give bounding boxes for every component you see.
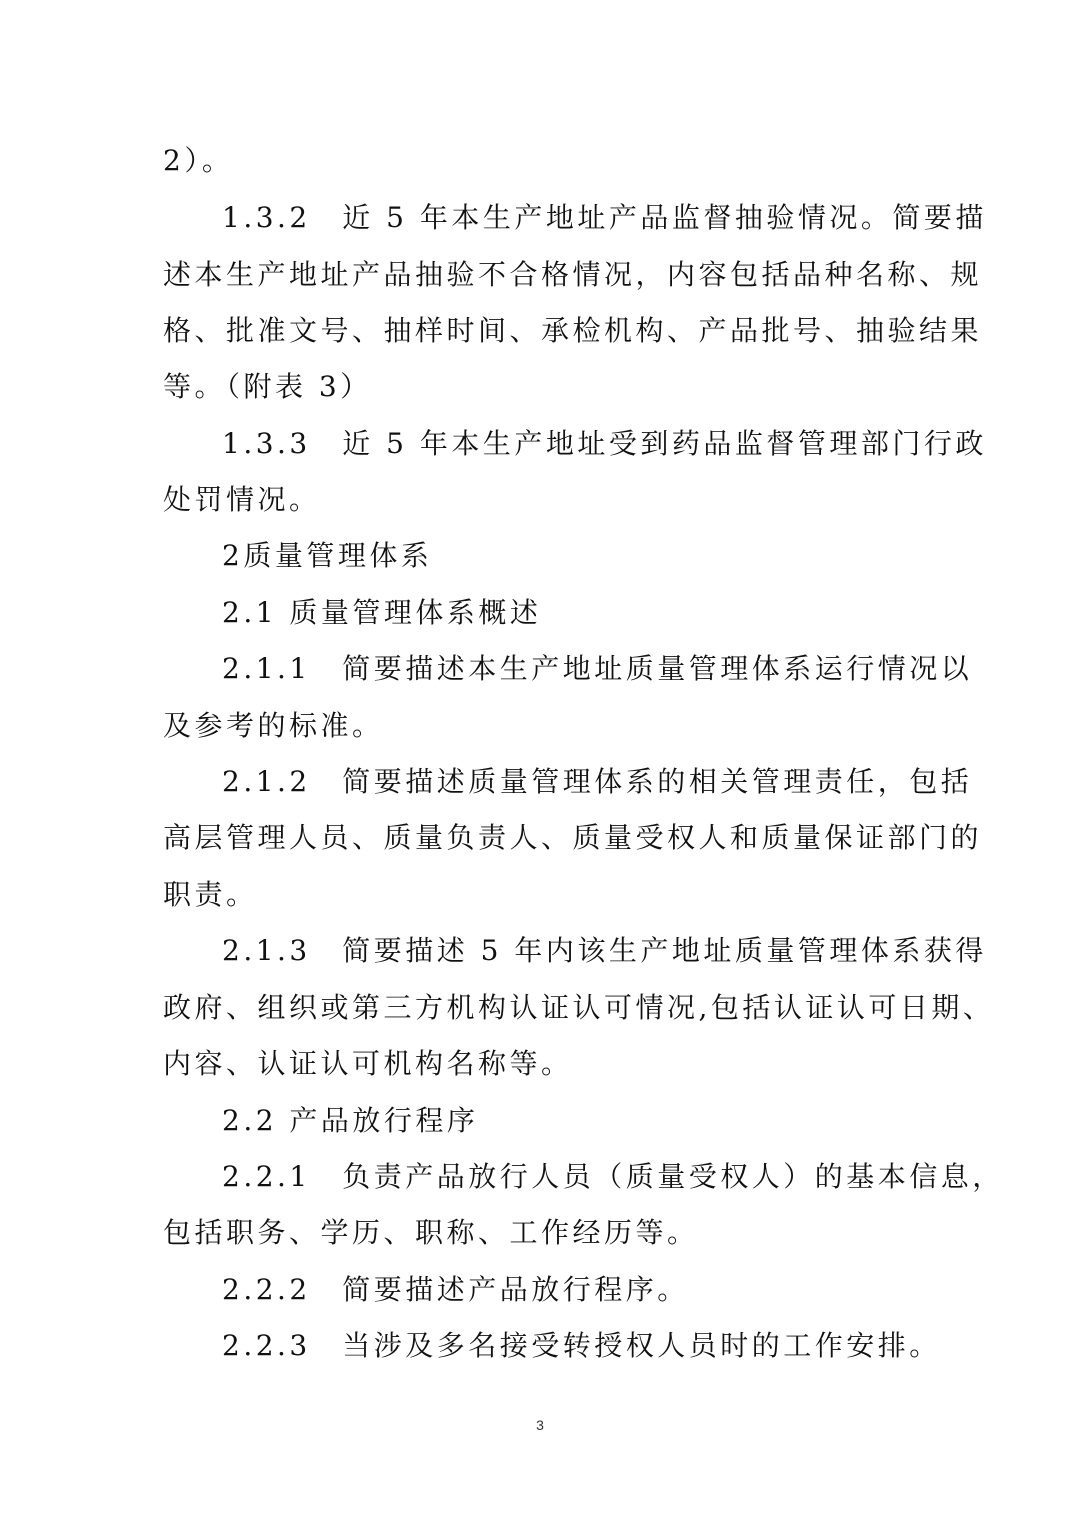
- text-line: 格、批准文号、抽样时间、承检机构、产品批号、抽验结果: [163, 314, 983, 347]
- text-line: 等。（附表 3）: [163, 370, 372, 403]
- text-line: 2.2.2 简要描述产品放行程序。: [222, 1273, 689, 1306]
- text-line: 职责。: [163, 878, 258, 911]
- text-line: 述本生产地址产品抽验不合格情况，内容包括品种名称、规: [163, 258, 983, 291]
- text-line: 包括职务、学历、职称、工作经历等。: [163, 1216, 699, 1249]
- text-line: 2.2.3 当涉及多名接受转授权人员时的工作安排。: [222, 1329, 941, 1362]
- text-line: 及参考的标准。: [163, 709, 384, 742]
- subsection-heading: 2.2 产品放行程序: [222, 1104, 479, 1137]
- text-line: 2.1.3 简要描述 5 年内该生产地址质量管理体系获得: [222, 934, 987, 967]
- text-line: 1.3.2 近 5 年本生产地址产品监督抽验情况。简要描: [222, 201, 987, 234]
- text-line: 处罚情况。: [163, 483, 321, 516]
- text-line: 高层管理人员、质量负责人、质量受权人和质量保证部门的: [163, 821, 983, 854]
- subsection-heading: 2.1 质量管理体系概述: [222, 596, 542, 629]
- section-heading: 2质量管理体系: [222, 539, 433, 572]
- text-line: 1.3.3 近 5 年本生产地址受到药品监督管理部门行政: [222, 427, 987, 460]
- page-number: 3: [536, 1417, 544, 1433]
- text-line: 2.1.1 简要描述本生产地址质量管理体系运行情况以: [222, 652, 973, 685]
- text-line: 内容、认证认可机构名称等。: [163, 1047, 573, 1080]
- text-line: 2）。: [163, 144, 234, 177]
- text-line: 2.2.1 负责产品放行人员（质量受权人）的基本信息，: [222, 1160, 1004, 1193]
- text-line: 政府、组织或第三方机构认证认可情况,包括认证认可日期、: [163, 991, 995, 1024]
- text-line: 2.1.2 简要描述质量管理体系的相关管理责任，包括: [222, 765, 973, 798]
